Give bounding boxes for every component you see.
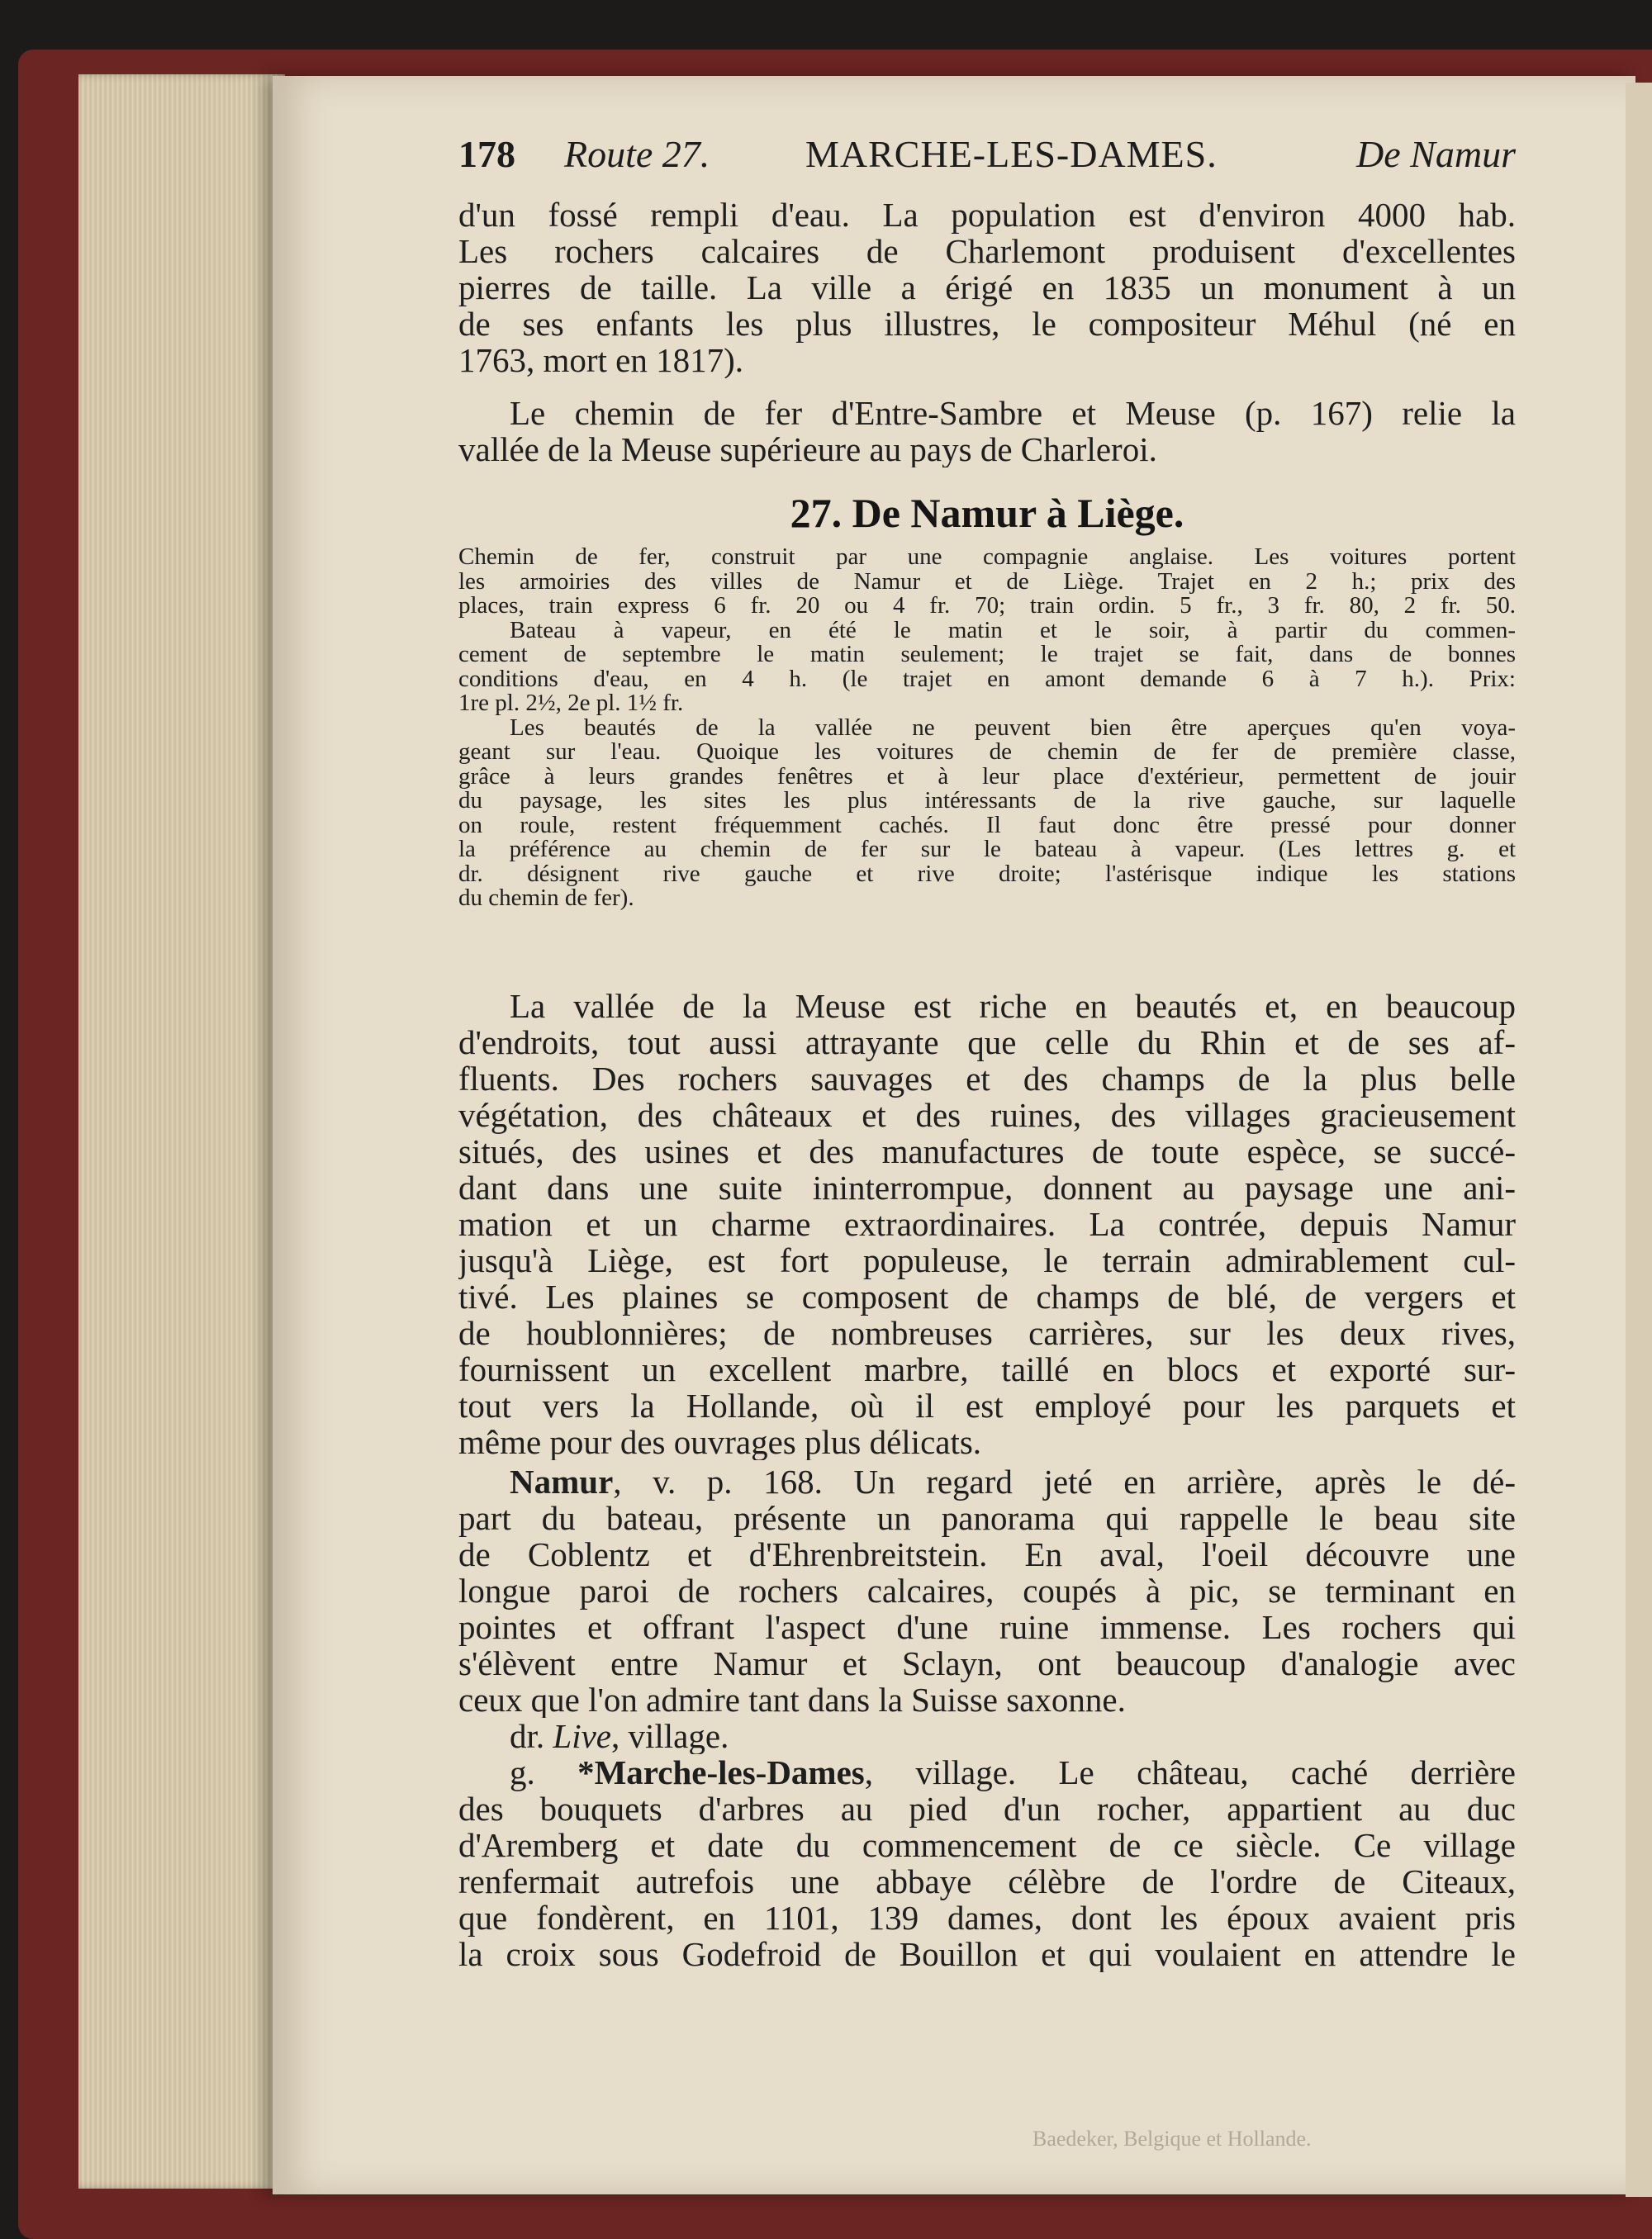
text-line: situés, des usines et des manufactures de toute espèce, se succé- (458, 1132, 1516, 1170)
running-header (458, 132, 1516, 185)
rail-paragraph (458, 395, 1516, 467)
text-line: 1re pl. 2½, 2e pl. 1½ fr. (458, 690, 684, 716)
text-line: que fondèrent, en 1101, 139 dames, dont les époux avaient pris (458, 1899, 1516, 1937)
text-line (458, 1718, 1516, 1754)
text-line: renfermait autrefois une abbaye célèbre de l'ordre de Citeaux, (458, 1862, 1516, 1900)
text-line: même pour des ouvrages plus délicats. (458, 1423, 982, 1460)
text-line: la croix sous Godefroid de Bouillon et qui voulaient en attendre le (458, 1935, 1516, 1972)
text-line: on roule, restent fréquemment cachés. Il faut donc être pressé pour donner (458, 811, 1516, 838)
text-line: grâce à leurs grandes fenêtres et à leur place d'extérieur, permettent de jouir (458, 762, 1516, 790)
top-paragraph (458, 197, 1516, 378)
marche-lead: *Marche-les-Dames (577, 1754, 865, 1791)
text-line: places, train express 6 fr. 20 ou 4 fr. 70; train ordin. 5 fr., 3 fr. 80, 2 fr. 50. (458, 592, 1516, 619)
header-direction: De Namur (1356, 133, 1516, 175)
text-line: part du bateau, présente un panorama qui rappelle le beau site (458, 1499, 1516, 1537)
route-label: Route 27. (564, 133, 710, 175)
text-line: vallée de la Meuse supérieure au pays de Charleroi. (458, 430, 1157, 467)
text-line: Les beautés de la vallée ne peuvent bien être aperçues qu'en voya- (510, 714, 1516, 741)
text-line: fournissent un excellent marbre, taillé en blocs et exporté sur- (458, 1350, 1516, 1388)
text-line: longue paroi de rochers calcaires, coupés à pic, se terminant en (458, 1572, 1516, 1610)
text-line: Chemin de fer, construit par une compagnie anglaise. Les voitures portent (458, 545, 1516, 570)
marche-line: , village. Le château, caché derrière (864, 1754, 1516, 1791)
marche-paragraph (458, 1754, 1516, 1972)
text-line: mation et un charme extraordinaires. La contrée, depuis Namur (458, 1205, 1516, 1243)
text-line: tivé. Les plaines se composent de champs de blé, de vergers et (458, 1278, 1516, 1316)
text-line: d'un fossé rempli d'eau. La population est d'environ 4000 hab. (458, 197, 1516, 234)
text-line: Bateau à vapeur, en été le matin et le soir, à partir du commen- (510, 616, 1516, 643)
text-line (458, 1463, 1516, 1500)
text-line: la préférence au chemin de fer sur le bateau à vapeur. (Les lettres g. et (458, 836, 1516, 862)
text-line: les armoiries des villes de Namur et de Liège. Trajet en 2 h.; prix des (458, 567, 1516, 595)
text-line: ceux que l'on admire tant dans la Suisse saxonne. (458, 1681, 1126, 1718)
text-line: tout vers la Hollande, où il est employé pour les parquets et (458, 1387, 1516, 1425)
text-line: dr. désignent rive gauche et rive droite; l'astérisque indique les stations (458, 860, 1516, 887)
text-line: végétation, des châteaux et des ruines, des villages gracieusement (458, 1096, 1516, 1134)
header-title: MARCHE-LES-DAMES. (805, 133, 1218, 175)
text-line: de Coblentz et d'Ehrenbreitstein. En aval, l'oeil découvre une (458, 1535, 1516, 1573)
text-line: pointes et offrant l'aspect d'une ruine immense. Les rochers qui (458, 1608, 1516, 1646)
text-line: jusqu'à Liège, est fort populeuse, le terrain admirablement cul- (458, 1241, 1516, 1279)
text-line: s'élèvent entre Namur et Sclayn, ont beaucoup d'analogie avec (458, 1644, 1516, 1682)
text-line: de ses enfants les plus illustres, le compositeur Méhul (né en (458, 305, 1516, 343)
text-line: geant sur l'eau. Quoique les voitures de chemin de fer de première classe, (458, 738, 1516, 765)
bleed-through-text: Baedeker, Belgique et Hollande. (1032, 2127, 1312, 2151)
marche-prefix: g. (510, 1754, 578, 1791)
text-line: Le chemin de fer d'Entre-Sambre et Meuse (p. 167) relie la (510, 395, 1516, 432)
namur-lead: Namur (510, 1463, 614, 1501)
namur-paragraph (458, 1463, 1516, 1718)
text-line: du chemin de fer). (458, 885, 634, 911)
live-entry (458, 1718, 1516, 1754)
text-line: conditions d'eau, en 4 h. (le trajet en amont demande 6 à 7 h.). Prix: (458, 665, 1516, 692)
live-prefix: dr. (510, 1718, 553, 1754)
page-edges (78, 74, 285, 2189)
text-line: 1763, mort en 1817). (458, 341, 744, 378)
namur-line: , v. p. 168. Un regard jeté en arrière, après le dé- (613, 1463, 1516, 1501)
text-line: de houblonnières; de nombreuses carrières, sur les deux rives, (458, 1314, 1516, 1352)
text-line: des bouquets d'arbres au pied d'un rocher, appartient au duc (458, 1790, 1516, 1828)
text-line: fluents. Des rochers sauvages et des champs de la plus belle (458, 1060, 1516, 1098)
text-line: cement de septembre le matin seulement; le trajet se fait, dans de bonnes (458, 641, 1516, 667)
text-line: dant dans une suite ininterrompue, donnent au paysage une ani- (458, 1169, 1516, 1207)
live-suffix: , village. (611, 1718, 729, 1754)
text-line: d'Aremberg et date du commencement de ce siècle. Ce village (458, 1826, 1516, 1864)
live-name: Live (553, 1718, 611, 1754)
text-line: La vallée de la Meuse est riche en beautés et, en beaucoup (510, 988, 1516, 1025)
text-line: du paysage, les sites les plus intéressants de la rive gauche, sur laquelle (458, 787, 1516, 814)
text-line (458, 1754, 1516, 1791)
text-line: d'endroits, tout aussi attrayante que celle du Rhin et de ses af- (458, 1023, 1516, 1061)
page-number: 178 (458, 133, 515, 175)
section-title: 27. De Namur à Liège. (790, 490, 1184, 536)
valley-paragraph (458, 988, 1516, 1460)
next-page-edge (1626, 83, 1652, 2197)
small-print-block (458, 545, 1516, 911)
text-line: pierres de taille. La ville a érigé en 1835 un monument à un (458, 268, 1516, 306)
text-line: Les rochers calcaires de Charlemont produisent d'excellentes (458, 232, 1516, 270)
